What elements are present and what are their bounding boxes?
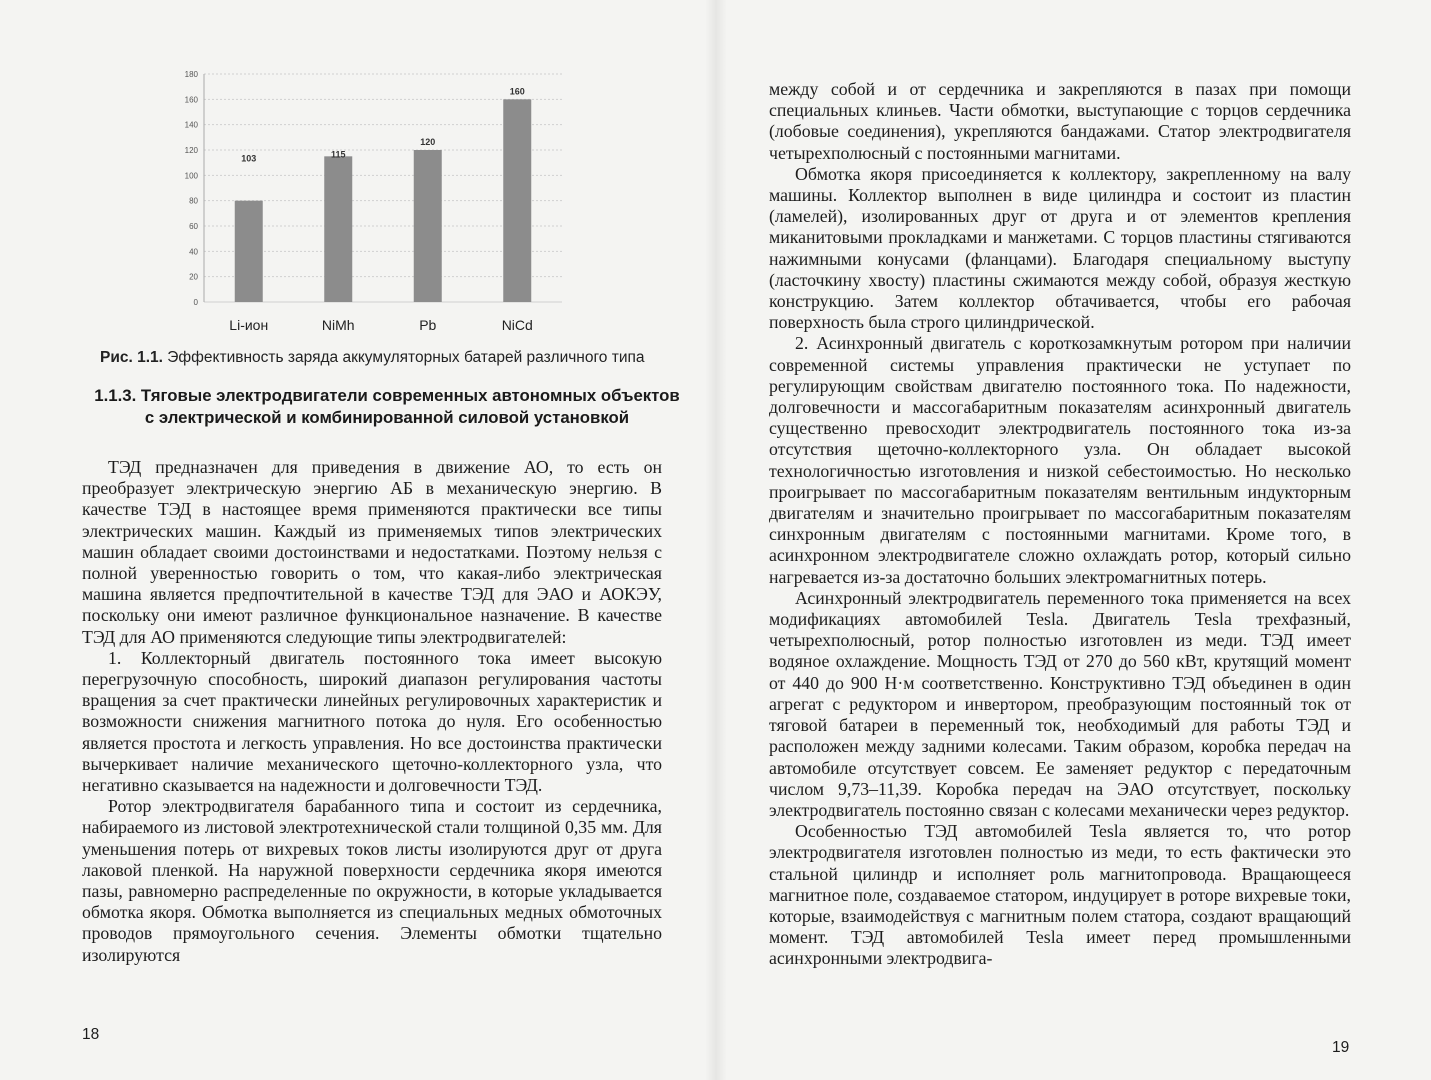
paragraph: ТЭД предназначен для приведения в движение АО, то есть он преобразует электрическую энергию АБ в механическую энергию. В качестве ТЭД в настоящее время применяются практически все типы электрических машин. Каждый из применяемых типов электрических машин обладает своими достоинствами и недостатками. Поэтому нельзя с полной уверенностью говорить о том, что какая-либо электрическая машина является предпочтительной в качестве ТЭД для ЭАО и АОКЭУ, поскольку они имеют различное функциональное назначение. В качестве ТЭД для АО применяются следующие типы электродвигателей: [82, 457, 662, 647]
y-tick-label: 40 [189, 247, 198, 257]
y-tick-label: 100 [184, 171, 198, 181]
figure-caption-text: Эффективность заряда аккумуляторных батарей различного типа [167, 349, 645, 366]
data-label: 160 [509, 86, 525, 97]
page-number-right: 19 [1332, 1039, 1350, 1056]
y-tick-label: 180 [184, 70, 198, 79]
left-page [0, 0, 715, 1080]
x-tick-label: Li-ион [229, 317, 269, 333]
paragraph: Обмотка якоря присоединяется к коллектору, закрепленному на валу машины. Коллектор выполнен в виде цилиндра и состоит из пластин (ламелей), изолированных друг от друга и от элементов крепления миканитовыми прокладками и манжетами. С торцов пластины стягиваются нажимными конусами (фланцами). Благодаря специальному выступу (ласточкину хвосту) пластины сжимаются между собой, образуя жесткую конструкцию. Затем коллектор обтачивается, чтобы его рабочая поверхность была строго цилиндрической. [769, 163, 1351, 333]
x-tick-label: NiMh [321, 317, 355, 333]
paragraph: между собой и от сердечника и закрепляются в пазах при помощи специальных клиньев. Части обмотки, выступающие с торцов сердечника (лобовые соединения), укрепляются бандажами. Статор электродвигателя четырехполюсный с постоянными магнитами. [769, 79, 1351, 163]
paragraph: Ротор электродвигателя барабанного типа и состоит из сердечника, набираемого из листовой электротехнической стали толщиной 0,35 мм. Для уменьшения потерь от вихревых токов листы изолируются друг от друга лаковой пленкой. На наружной поверхности сердечника якоря имеются пазы, равномерно распределенные по окружности, в которые укладывается обмотка якоря. Обмотка выполняется из специальных медных обмоточных проводов прямоугольного сечения. Элементы обмотки тщательно изолируются [82, 796, 662, 965]
data-label: 103 [241, 153, 257, 164]
y-tick-label: 0 [193, 298, 198, 307]
y-tick-label: 20 [189, 272, 198, 282]
bar-chart-svg [170, 62, 570, 342]
y-tick-label: 120 [184, 146, 198, 155]
section-heading: 1.1.3. Тяговые электродвигатели современных автономных объектов с электрической и комбинированной силовой установкой [94, 386, 680, 427]
bar [414, 150, 442, 302]
y-tick-label: 60 [189, 222, 198, 231]
x-tick-label: Pb [419, 317, 437, 333]
data-label: 120 [420, 137, 436, 147]
paragraph: Асинхронный электродвигатель переменного тока применяется на всех модификациях автомобилей Tesla. Двигатель Tesla трехфазный, четырехполюсный, ротор полностью изготовлен из меди. ТЭД имеет водяное охлаждение. Мощность ТЭД от 270 до 560 кВт, крутящий момент от 440 до 900 Н·м соответственно. Конструктивно ТЭД объединен в один агрегат с редуктором и инвертором, преобразующим постоянный ток от тяговой батареи в переменный ток, необходимый для работы ТЭД и расположен между задними колесами. Таким образом, коробка передач на автомобиле отсутствует совсем. Ее заменяет редуктор с передаточным числом 9,73–11,39. Коробка передач на ЭАО отсутствует, поскольку электродвигатель постоянно связан с колесами механически через редуктор. [769, 587, 1351, 820]
bar [235, 201, 263, 302]
left-body-text [82, 457, 662, 966]
y-tick-label: 140 [184, 120, 198, 130]
paragraph: 1. Коллекторный двигатель постоянного тока имеет высокую перегрузочную способность, широкий диапазон регулирования частоты вращения за счет практически линейных регулировочных характеристик и возможности снижения магнитного потока до нуля. Его особенностью является простота и легкость управления. Но все достоинства практически вычеркивает наличие механического щеточно-коллекторного узла, что негативно сказывается на надежности и долговечности ТЭД. [82, 647, 662, 796]
right-page [715, 0, 1431, 1080]
page-number-left: 18 [82, 1026, 100, 1043]
right-body-text [769, 79, 1351, 970]
figure-caption [100, 349, 660, 367]
y-tick-label: 80 [189, 196, 198, 206]
bar-chart [170, 62, 570, 342]
data-label: 115 [330, 149, 346, 160]
paragraph: Особенностью ТЭД автомобилей Tesla является то, что ротор электродвигателя изготовлен полностью из меди, то есть фактически это стальной цилиндр и исполняет роль магнитопровода. Вращающееся магнитное поле, создаваемое статором, индуцирует в роторе вихревые токи, которые, взаимодействуя с магнитным полем статора, создают вращающий момент. ТЭД автомобилей Tesla имеет перед промышленными асинхронными электродвига- [769, 821, 1351, 969]
bar [503, 99, 531, 302]
y-tick-label: 160 [184, 95, 198, 105]
paragraph: 2. Асинхронный двигатель с короткозамкнутым ротором при наличии современной системы управления практически не уступает по регулирующим свойствам двигателю постоянного тока. По надежности, долговечности и массогабаритным показателям асинхронный двигатель существенно превосходит электродвигатель постоянного тока из-за отсутствия щеточно-коллекторного узла. Он обладает высокой технологичностью изготовления и низкой себестоимостью. Но несколько проигрывает по массогабаритным показателям вентильным индукторным двигателям и значительно проигрывает по массогабаритным показателям синхронным двигателям с постоянными магнитами. Кроме того, в асинхронном электродвигателе сложно охлаждать ротор, который сильно нагревается из-за достаточно больших электромагнитных потерь. [769, 333, 1351, 587]
x-tick-label: NiCd [501, 317, 533, 333]
figure-label: Рис. 1.1. [100, 349, 163, 366]
bar [324, 156, 352, 302]
